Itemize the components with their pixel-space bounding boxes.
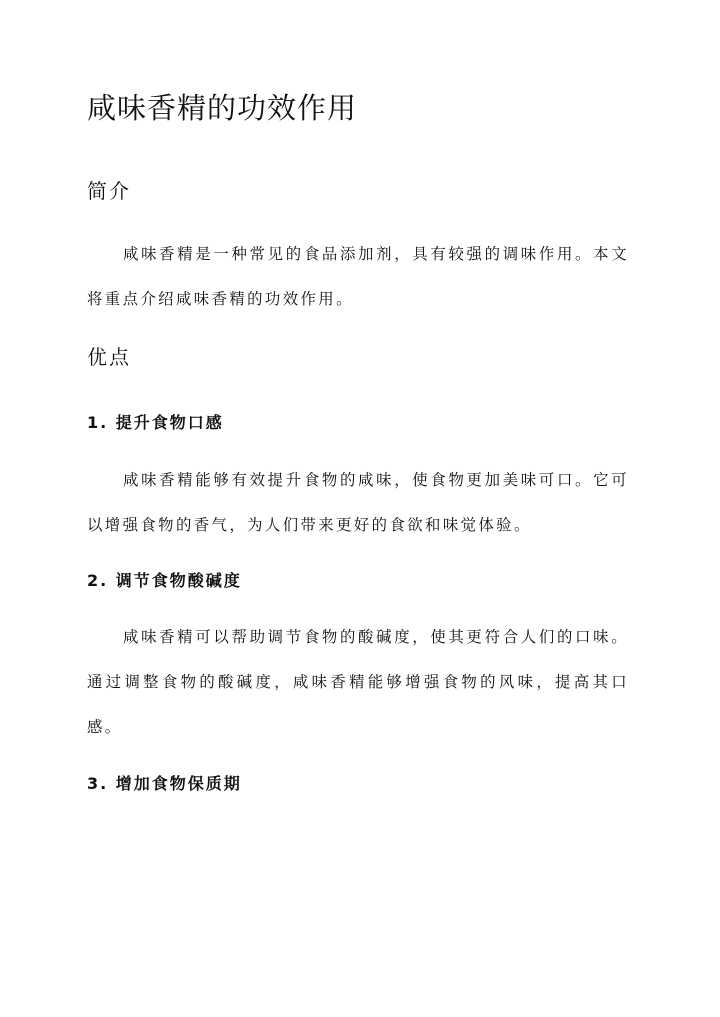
subheading-item-1: 1. 提升食物口感 — [87, 413, 224, 432]
section-heading-advantages: 优点 — [87, 345, 131, 369]
document-title: 咸味香精的功效作用 — [87, 91, 358, 125]
section-heading-intro: 简介 — [87, 179, 131, 203]
intro-paragraph: 咸味香精是一种常见的食品添加剂，具有较强的调味作用。本文将重点介绍咸味香精的功效作用。 — [87, 245, 629, 308]
subheading-item-3: 3. 增加食物保质期 — [87, 774, 242, 793]
item-1-paragraph: 咸味香精能够有效提升食物的咸味，使食物更加美味可口。它可以增强食物的香气，为人们带来更好的食欲和味觉体验。 — [87, 471, 629, 534]
subheading-item-2: 2. 调节食物酸碱度 — [87, 571, 242, 590]
item-2-paragraph: 咸味香精可以帮助调节食物的酸碱度，使其更符合人们的口味。通过调整食物的酸碱度，咸味香精能够增强食物的风味，提高其口感。 — [87, 628, 629, 736]
